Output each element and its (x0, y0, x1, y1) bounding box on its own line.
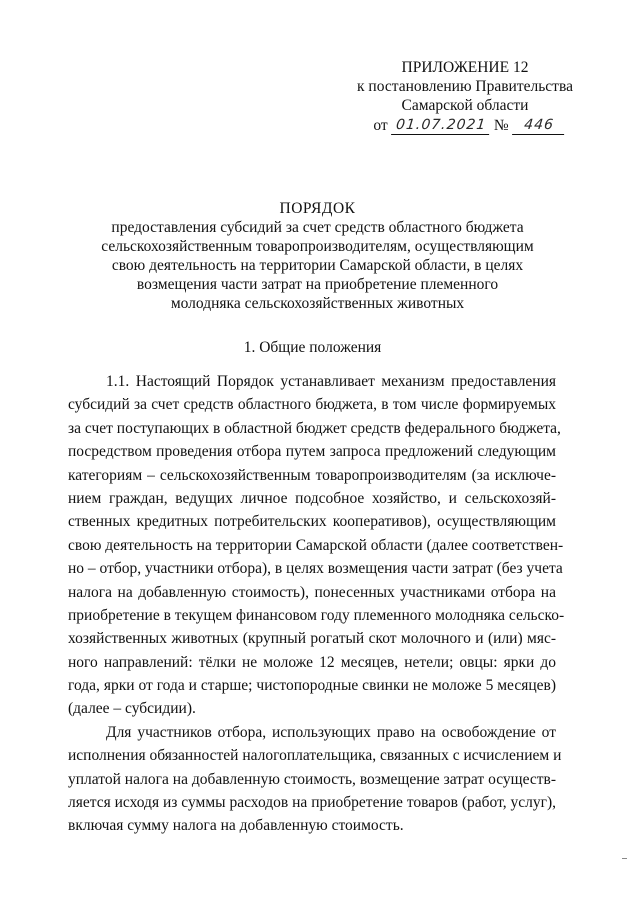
document-title: ПОРЯДОК (279, 200, 356, 217)
paragraph-line: но – отбор, участники отбора), в целях возмещения части затрат (без учета (68, 560, 563, 578)
paragraph-line: ляется исходя из суммы расходов на приобретение товаров (работ, услуг), (68, 794, 556, 812)
document-body (68, 370, 565, 838)
annex-from-label: от (373, 117, 388, 134)
document-subtitle (100, 218, 535, 313)
paragraph-line: ственных кредитных потребительских кооперативов), осуществляющим (68, 513, 556, 531)
annex-region: Самарской области (401, 97, 529, 114)
paragraph-1 (68, 370, 565, 721)
paragraph-line: субсидий за счет средств областного бюджета, в том числе формируемых (68, 396, 556, 414)
paragraph-line: исполнения обязанностей налогоплательщика, связанных с исчислением и (68, 747, 562, 765)
paragraph-line: Для участников отбора, использующих право на освобождение от (106, 723, 556, 741)
paragraph-line: нием граждан, ведущих личное подсобное хозяйство, и сельскохозяй- (68, 489, 556, 507)
scan-speck (622, 858, 627, 859)
paragraph-line: хозяйственных животных (крупный рогатый скот молочного и (или) мяс- (68, 630, 556, 648)
paragraph-2 (68, 721, 562, 838)
paragraph-line: посредством проведения отбора путем запроса предложений следующим (68, 443, 556, 461)
subtitle-line: сельскохозяйственным товаропроизводителям, осуществляющим (101, 238, 534, 255)
subtitle-line: молодняка сельскохозяйственных животных (170, 295, 465, 312)
subtitle-line: свою деятельность на территории Самарской области, в целях (111, 257, 524, 274)
annex-date-number-row (328, 116, 610, 135)
paragraph-line: за счет поступающих в областной бюджет средств федерального бюджета, (68, 419, 561, 437)
paragraph-line: налога на добавленную стоимость), понесенных участниками отбора на (68, 583, 556, 601)
subtitle-line: возмещения части затрат на приобретение племенного (136, 276, 499, 293)
annex-header (320, 58, 610, 135)
annex-number-label: № (493, 117, 509, 134)
annex-title: ПРИЛОЖЕНИЕ 12 (401, 59, 529, 76)
paragraph-line: (далее – субсидии). (68, 700, 196, 718)
paragraph-line: ного направлений: тёлки не моложе 12 месяцев, нетели; овцы: ярки до (68, 653, 556, 671)
paragraph-line: года, ярки от года и старше; чистопородные свинки не моложе 5 месяцев) (68, 677, 556, 695)
subtitle-line: предоставления субсидий за счет средств областного бюджета (111, 219, 524, 236)
paragraph-line: приобретение в текущем финансовом году племенного молодняка сельско- (68, 606, 565, 624)
handwritten-number: 446 (512, 117, 566, 135)
paragraph-line: включая сумму налога на добавленную стоимость. (68, 817, 404, 835)
handwritten-date: 01.07.2021 (391, 117, 491, 135)
paragraph-line: категориям – сельскохозяйственным товаропроизводителям (за исключе- (68, 466, 556, 484)
paragraph-line: уплатой налога на добавленную стоимость, возмещение затрат осуществ- (68, 770, 556, 788)
paragraph-line: 1.1. Настоящий Порядок устанавливает механизм предоставления (106, 373, 556, 390)
paragraph-line: свою деятельность на территории Самарской области (далее соответствен- (68, 536, 564, 554)
section-heading: 1. Общие положения (243, 339, 382, 356)
annex-reference: к постановлению Правительства (357, 78, 573, 95)
